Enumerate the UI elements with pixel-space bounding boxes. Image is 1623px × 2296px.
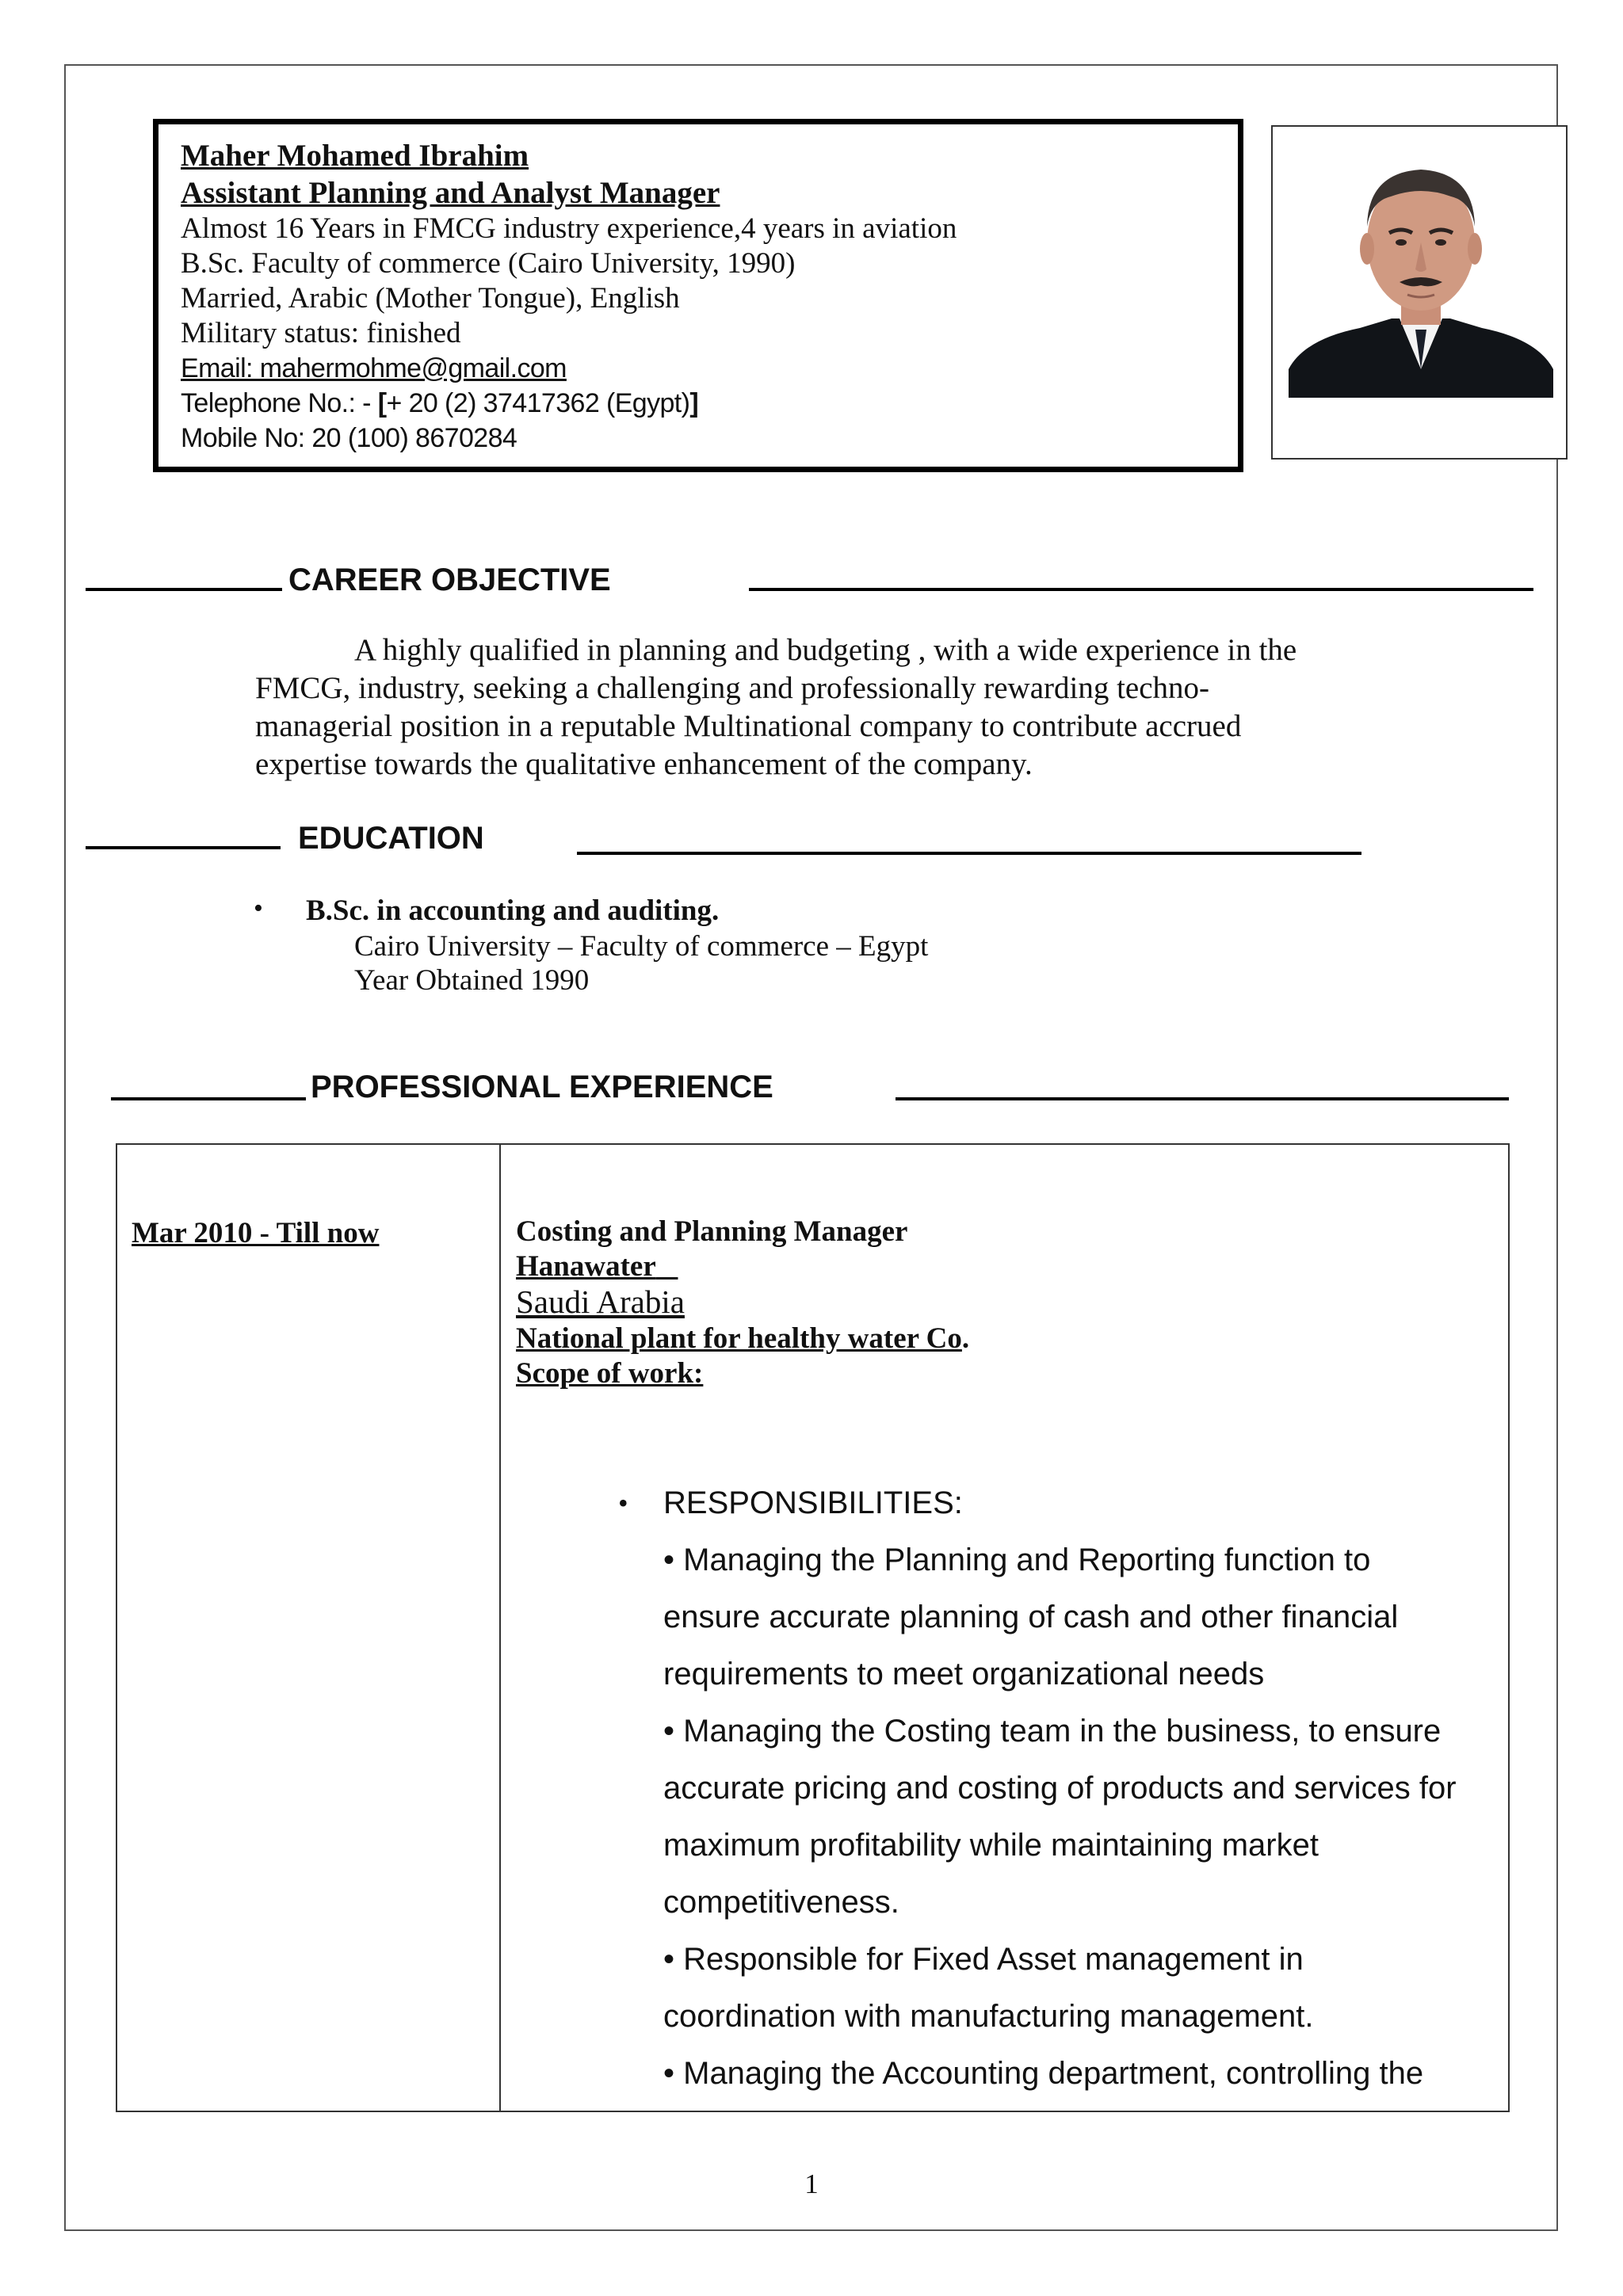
responsibility-line: maximum profitability while maintaining market: [663, 1828, 1319, 1863]
professional-experience-heading: PROFESSIONAL EXPERIENCE: [311, 1070, 773, 1104]
marital-languages: Married, Arabic (Mother Tongue), English: [181, 282, 680, 315]
career-objective-heading: CAREER OBJECTIVE: [288, 563, 611, 597]
education-institution: Cairo University – Faculty of commerce – Egypt: [354, 930, 929, 963]
objective-line: expertise towards the qualitative enhancement of the company.: [255, 747, 1033, 781]
job-scope: Scope of work:: [516, 1357, 704, 1390]
telephone-prefix: Telephone No.: -: [181, 388, 378, 418]
job-company-name: Hanawater: [516, 1250, 656, 1283]
education-rule-right: [577, 852, 1361, 855]
job-organization-line: [516, 1322, 969, 1356]
responsibility-line: • Responsible for Fixed Asset management in: [663, 1942, 1304, 1977]
candidate-name: Maher Mohamed Ibrahim: [181, 139, 529, 173]
profile-photo: [1289, 132, 1553, 398]
responsibilities-block: [618, 1474, 1498, 2102]
responsibility-line: ensure accurate planning of cash and other financial: [663, 1600, 1399, 1634]
job-company-trail: [656, 1250, 678, 1283]
photo-frame: [1271, 125, 1568, 460]
responsibility-line: accurate pricing and costing of products and services for: [663, 1771, 1457, 1806]
experience-table-divider: [499, 1143, 501, 2112]
experience-rule-right: [896, 1097, 1509, 1100]
career-objective-rule-left: [86, 588, 282, 591]
telephone-number: + 20 (2) 37417362 (Egypt): [386, 388, 690, 418]
responsibility-line: • Managing the Accounting department, controlling the: [663, 2056, 1424, 2091]
responsibility-line: requirements to meet organizational needs: [663, 1657, 1265, 1691]
education-bullet: •: [254, 894, 263, 923]
responsibility-line: • Managing the Costing team in the business, to ensure: [663, 1714, 1442, 1749]
objective-line: A highly qualified in planning and budgeting , with a wide experience in the: [354, 633, 1297, 667]
objective-line: FMCG, industry, seeking a challenging and professionally rewarding techno-: [255, 671, 1210, 705]
header-box: [153, 119, 1243, 472]
telephone-line: [181, 386, 1216, 421]
education-heading: EDUCATION: [298, 821, 484, 856]
responsibility-line: coordination with manufacturing management.: [663, 1999, 1314, 2034]
telephone-bracket-close: ]: [689, 388, 699, 418]
job-position: Costing and Planning Manager: [516, 1215, 908, 1248]
education-year: Year Obtained 1990: [354, 964, 590, 997]
job-country: Saudi Arabia: [516, 1283, 685, 1320]
military-status: Military status: finished: [181, 317, 461, 349]
experience-period: Mar 2010 - Till now: [132, 1217, 380, 1249]
objective-line: managerial position in a reputable Multinational company to contribute accrued: [255, 709, 1242, 743]
email-link[interactable]: Email: mahermohme@gmail.com: [181, 353, 567, 383]
education-rule-left: [86, 846, 281, 849]
experience-summary: Almost 16 Years in FMCG industry experience,4 years in aviation: [181, 212, 957, 245]
job-company: [516, 1249, 678, 1284]
page-number: 1: [804, 2168, 819, 2199]
job-organization-period: .: [961, 1322, 970, 1355]
degree-summary: B.Sc. Faculty of commerce (Cairo University, 1990): [181, 247, 796, 280]
mobile-line: Mobile No: 20 (100) 8670284: [181, 423, 517, 453]
responsibility-line: competitiveness.: [663, 1885, 899, 1920]
job-organization: National plant for healthy water Co: [516, 1322, 962, 1355]
experience-rule-left: [111, 1097, 306, 1100]
responsibility-line: RESPONSIBILITIES:: [663, 1486, 963, 1520]
telephone-bracket-open: [: [377, 388, 387, 418]
responsibility-line: • Managing the Planning and Reporting function to: [663, 1543, 1371, 1577]
career-objective-rule-right: [749, 588, 1533, 591]
education-degree: B.Sc. in accounting and auditing.: [306, 894, 720, 927]
career-objective-text: [255, 631, 1444, 784]
candidate-title: Assistant Planning and Analyst Manager: [181, 176, 720, 210]
responsibilities-bullet: •: [618, 1487, 628, 1519]
